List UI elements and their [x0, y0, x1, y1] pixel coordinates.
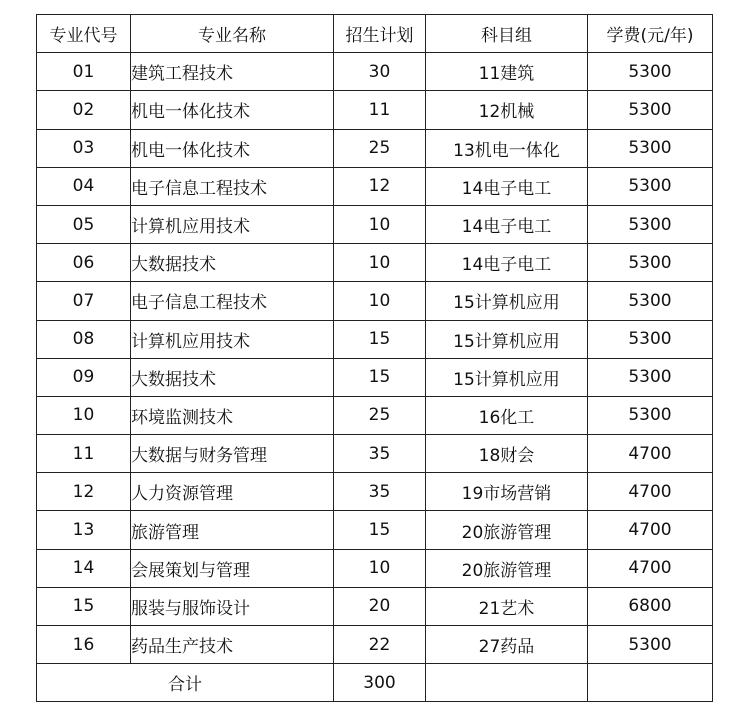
cell-subject-group: 21艺术	[426, 587, 588, 625]
cell-tuition: 4700	[588, 435, 713, 473]
cell-major-name: 大数据与财务管理	[131, 435, 334, 473]
cell-tuition: 5300	[588, 129, 713, 167]
header-major-code: 专业代号	[37, 15, 131, 53]
table-row	[37, 91, 713, 129]
cell-major-name: 机电一体化技术	[131, 129, 334, 167]
table-row	[37, 358, 713, 396]
cell-major-name: 会展策划与管理	[131, 549, 334, 587]
cell-subject-group: 15计算机应用	[426, 358, 588, 396]
cell-major-name: 环境监测技术	[131, 396, 334, 434]
cell-enrollment-plan: 25	[334, 129, 426, 167]
table-row	[37, 167, 713, 205]
table-row	[37, 320, 713, 358]
cell-enrollment-plan: 30	[334, 53, 426, 91]
header-row	[37, 15, 713, 53]
cell-major-code: 01	[37, 53, 131, 91]
cell-major-code: 06	[37, 244, 131, 282]
cell-major-code: 03	[37, 129, 131, 167]
cell-tuition: 5300	[588, 91, 713, 129]
cell-major-name: 电子信息工程技术	[131, 282, 334, 320]
cell-tuition: 4700	[588, 511, 713, 549]
header-enrollment-plan: 招生计划	[334, 15, 426, 53]
cell-major-name: 药品生产技术	[131, 626, 334, 664]
cell-subject-group: 18财会	[426, 435, 588, 473]
total-row	[37, 664, 713, 702]
cell-subject-group: 20旅游管理	[426, 511, 588, 549]
cell-tuition: 5300	[588, 358, 713, 396]
cell-enrollment-plan: 20	[334, 587, 426, 625]
cell-subject-group: 14电子电工	[426, 167, 588, 205]
cell-subject-group: 14电子电工	[426, 205, 588, 243]
cell-tuition: 5300	[588, 205, 713, 243]
cell-subject-group: 19市场营销	[426, 473, 588, 511]
cell-enrollment-plan: 25	[334, 396, 426, 434]
cell-enrollment-plan: 15	[334, 358, 426, 396]
cell-major-code: 12	[37, 473, 131, 511]
cell-subject-group: 12机械	[426, 91, 588, 129]
cell-subject-group: 14电子电工	[426, 244, 588, 282]
cell-major-code: 11	[37, 435, 131, 473]
cell-subject-group: 11建筑	[426, 53, 588, 91]
table-row	[37, 129, 713, 167]
cell-major-code: 16	[37, 626, 131, 664]
total-label: 合计	[37, 664, 334, 702]
cell-enrollment-plan: 11	[334, 91, 426, 129]
cell-subject-group: 15计算机应用	[426, 282, 588, 320]
table-row	[37, 244, 713, 282]
cell-enrollment-plan: 35	[334, 435, 426, 473]
table-row	[37, 587, 713, 625]
header-major-name: 专业名称	[131, 15, 334, 53]
cell-subject-group: 20旅游管理	[426, 549, 588, 587]
cell-subject-group: 16化工	[426, 396, 588, 434]
cell-enrollment-plan: 22	[334, 626, 426, 664]
cell-major-code: 14	[37, 549, 131, 587]
cell-tuition: 5300	[588, 53, 713, 91]
cell-enrollment-plan: 10	[334, 282, 426, 320]
cell-tuition: 4700	[588, 549, 713, 587]
cell-major-name: 计算机应用技术	[131, 205, 334, 243]
cell-major-name: 旅游管理	[131, 511, 334, 549]
table-row	[37, 549, 713, 587]
cell-major-code: 07	[37, 282, 131, 320]
cell-enrollment-plan: 15	[334, 511, 426, 549]
cell-enrollment-plan: 35	[334, 473, 426, 511]
table-row	[37, 473, 713, 511]
cell-tuition: 5300	[588, 282, 713, 320]
header-tuition: 学费(元/年)	[588, 15, 713, 53]
cell-major-code: 08	[37, 320, 131, 358]
cell-major-code: 09	[37, 358, 131, 396]
cell-major-name: 电子信息工程技术	[131, 167, 334, 205]
table-body	[37, 53, 713, 664]
cell-major-name: 大数据技术	[131, 244, 334, 282]
cell-tuition: 5300	[588, 167, 713, 205]
cell-major-code: 04	[37, 167, 131, 205]
cell-major-code: 02	[37, 91, 131, 129]
cell-major-name: 建筑工程技术	[131, 53, 334, 91]
cell-tuition: 4700	[588, 473, 713, 511]
table-row	[37, 626, 713, 664]
cell-tuition: 5300	[588, 626, 713, 664]
cell-enrollment-plan: 12	[334, 167, 426, 205]
table-row	[37, 282, 713, 320]
table-row	[37, 53, 713, 91]
cell-major-name: 大数据技术	[131, 358, 334, 396]
cell-enrollment-plan: 10	[334, 549, 426, 587]
enrollment-plan-table	[36, 14, 713, 702]
cell-major-code: 13	[37, 511, 131, 549]
cell-enrollment-plan: 15	[334, 320, 426, 358]
cell-tuition: 5300	[588, 244, 713, 282]
table-row	[37, 435, 713, 473]
table-row	[37, 511, 713, 549]
cell-major-code: 10	[37, 396, 131, 434]
cell-subject-group: 13机电一体化	[426, 129, 588, 167]
cell-major-code: 05	[37, 205, 131, 243]
cell-subject-group: 15计算机应用	[426, 320, 588, 358]
cell-enrollment-plan: 10	[334, 244, 426, 282]
header-subject-group: 科目组	[426, 15, 588, 53]
cell-enrollment-plan: 10	[334, 205, 426, 243]
cell-major-name: 人力资源管理	[131, 473, 334, 511]
cell-tuition: 5300	[588, 320, 713, 358]
cell-tuition: 5300	[588, 396, 713, 434]
cell-tuition: 6800	[588, 587, 713, 625]
cell-major-name: 机电一体化技术	[131, 91, 334, 129]
total-group-empty	[426, 664, 588, 702]
total-fee-empty	[588, 664, 713, 702]
table-row	[37, 205, 713, 243]
cell-major-code: 15	[37, 587, 131, 625]
cell-major-name: 服装与服饰设计	[131, 587, 334, 625]
cell-subject-group: 27药品	[426, 626, 588, 664]
total-plan: 300	[334, 664, 426, 702]
cell-major-name: 计算机应用技术	[131, 320, 334, 358]
table-row	[37, 396, 713, 434]
